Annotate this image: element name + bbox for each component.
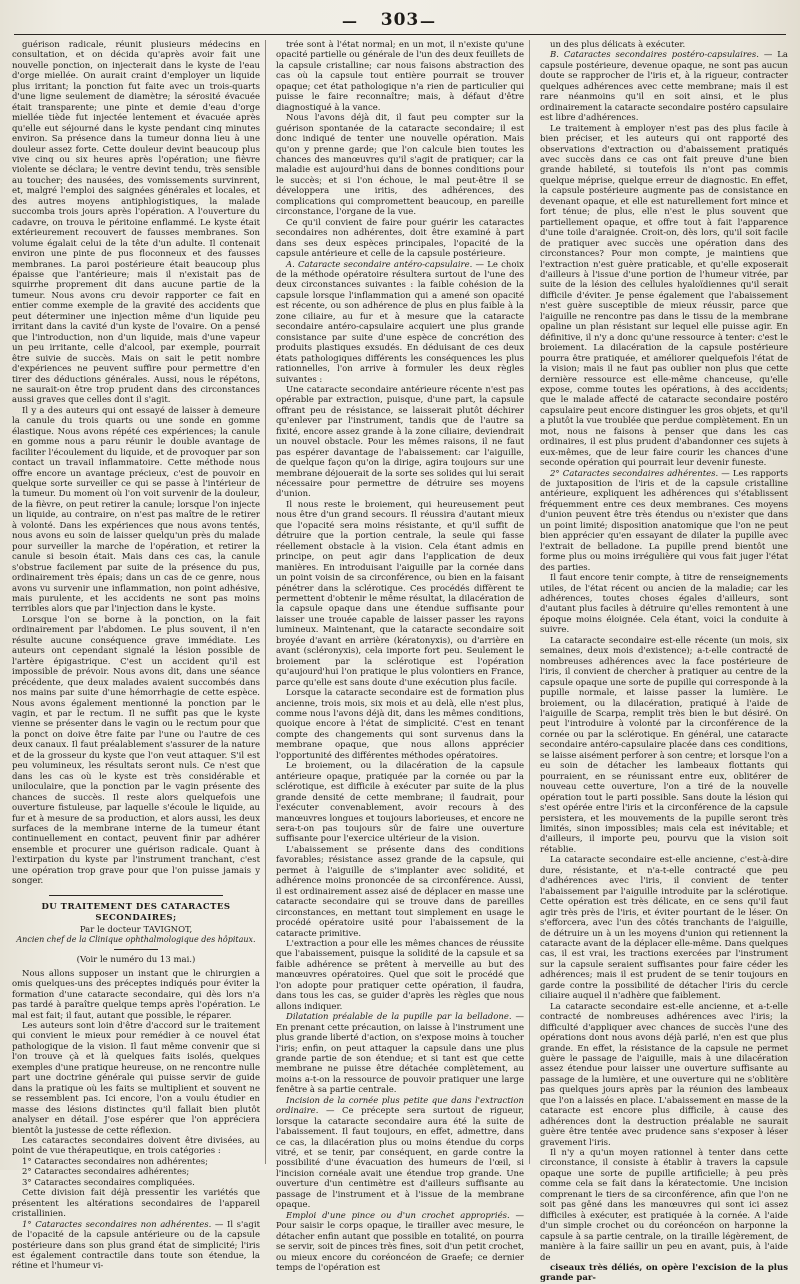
subsection-heading: Emploi d'une pince ou d'un crochet appropriés.: [286, 1210, 510, 1221]
text-columns: [12, 40, 788, 1284]
reference-note: (Voir le numéro du 13 mai.): [76, 955, 196, 966]
paragraph: [276, 260, 524, 385]
paragraph: Lorsque la cataracte secondaire est de formation plus ancienne, trois mois, six mois et au delà, elle n'est plus, comme nous l'avons déjà dit, dans les mêmes conditions, quoique encore à l'état de simplicité. C'est en tenant compte des changements qui sont survenus dans la membrane opaque, que nous allons apprécier l'opportunité des différentes méthodes opératoires.: [276, 688, 524, 761]
paragraph: [12, 1220, 260, 1272]
list-item: 2° Cataractes secondaires adhérentes;: [22, 1167, 190, 1178]
article-title: DU TRAITEMENT DES CATARACTES SECONDAIRES;: [41, 902, 231, 923]
paragraph: un des plus délicats à exécuter.: [550, 40, 686, 50]
paragraph: Il nous reste le broiement, qui heureusement peut nous être d'un grand secours. Il réussira d'autant mieux que l'opacité sera moins résistante, et qu'il suffit de détruire que la portion centrale, la seule qui fasse réellement obstacle à la vision. Cela étant admis en principe, on peut agir dans l'application de deux manières. En introduisant l'aiguille par la cornée dans un point voisin de sa circonférence, ou bien en la faisant pénétrer dans la sclérotique. Ces procédés diffèrent te permettent d'obtenir le même résultat, la dilacération de la capsule opaque dans une étendue suffisante pour laisser une trouée capable de laisser passer les rayons lumineux. Maintenant, que la cataracte secondaire soit broyée d'avant en arrière (kératonyxis), ou d'arrière en avant (scléronyxis), cela importe fort peu. Seulement le broiement par la sclérotique est l'opération qu'aujourd'hui l'on pratique le plus volontiers en France, parce qu'elle est sans doute d'une exécution plus facile.: [276, 499, 524, 688]
paragraph-text: — Les rapports de juxtaposition de l'iris et de la capsule cristalline antérieure, expliquent les adhérences qui s'établissent fréquemment entre ces deux membranes. Ces moyens d'union peuvent être très étendus ou n'exister que dans un point limité; disposition anatomique que l'on ne peut bien apprécier qu'en essayant de dilater la pupille avec l'extrait de belladone. La pupille prend bientôt une forme plus ou moins irrégulière qui vous fait juger l'état des parties.: [540, 468, 788, 573]
subsection-heading: B. Cataractes secondaires postéro-capsulaires.: [550, 50, 759, 61]
list-item: 1° Cataractes secondaires non adhérentes;: [22, 1156, 208, 1167]
paragraph: Nous l'avons déjà dit, il faut peu compter sur la guérison spontanée de la cataracte secondaire; il est donc indiqué de tenter une nouvelle opération. Mais qu'on y prenne garde; que l'on calcule bien toutes les chances des manœuvres qu'il s'agit de pratiquer; car la maladie est aujourd'hui dans de bonnes conditions pour le succès; et si l'on échoue, le mal peut-être il se développera une iritis, des adhérences, des complications qui compromettent beaucoup, en pareille circonstance, l'organe de la vue.: [276, 113, 524, 218]
paragraph-text: — Ce précepte sera surtout de rigueur, lorsque la cataracte secondaire aura été la suite de l'abaissement. Il faut toujours, en effet, admettre, dans ce cas, la dilacération plus ou moins étendue du corps vitré, et se tenir, par conséquent, en garde contre la possibilité d'une évacuation des humeurs de l'œil, si l'incision cornéale avait une étendue trop grande. Une ouverture d'un centimètre est d'ailleurs suffisante au passage de l'instrument et à l'issue de la membrane opaque.: [276, 1106, 524, 1211]
paragraph: [540, 469, 788, 574]
paragraph: Cette division fait déjà pressentir les variétés que présentent les altérations secondaires de l'appareil cristallinien.: [12, 1188, 260, 1220]
paragraph: Le broiement, ou la dilacération de la capsule antérieure opaque, pratiquée par la cornée ou par la sclérotique, est difficile à exécuter par suite de la plus grande densité de cette membrane; il faudrait, pour l'exécuter convenablement, avoir recours à des manœuvres longues et toujours laborieuses, et encore ne sera-t-on pas toujours sûr de faire une ouverture suffisante pour l'exercice ultérieur de la vision.: [276, 761, 524, 845]
paragraph: Lorsque l'on se borne à la ponction, on la fait ordinairement par l'abdomen. Le plus souvent, il n'en résulte aucune conséquence grave immédiate. Les auteurs ont cependant signalé la lésion possible de l'artère épigastrique. C'est un accident qu'il est impossible de prévoir. Nous avons dit, dans une séance précédente, que deux malades avaient succombés dans nos mains par suite d'une hémorrhagie de cette espèce. Nous avons également mentionné la ponction par le vagin, et par le rectum. Il ne suffit pas que le kyste vienne se présenter dans le vagin ou le rectum pour que la ponct on doive être faite par l'une ou l'autre de ces deux canaux. Il faut préalablement s'assurer de la nature et de la grosseur du kyste que l'on veut attaquer. S'il est peu volumineux, les résultats seront nuls. Ce n'est que dans les cas où le kyste est très considérable et uniloculaire, que la ponction par le vagin présente des chances de succès. Il reste alors quelquefois une ouverture fistuleuse, par laquelle s'écoule le liquide, au fur et à mesure de sa production, et alors aussi, les deux surfaces de la membrane interne de la tumeur étant continuellement en contact, peuvent finir par adhérer ensemble et procurer une guérison radicale. Quant à l'extirpation du kyste par l'instrument tranchant, c'est une opération trop grave pour que l'on puisse jamais y songer.: [12, 614, 260, 887]
author-affiliation: Ancien chef de la Clinique ophthalmologique des hôpitaux.: [16, 935, 256, 945]
paragraph: La cataracte secondaire est-elle récente (un mois, six semaines, deux mois d'existence); a-t-elle contracté de nombreuses adhérences avec la face postérieure de l'iris, il convient de chercher à pratiquer au centre de la capsule opaque une sorte de pupille qui corresponde à la pupille normale, et laisse passer la lumière. Le broiement, ou la dilacération, pratiqué à l'aide de l'aiguille de Scarpa, remplit très bien le but désiré. On peut l'introduire à volonté par la circonférence de la cornée ou par la sclérotique. En général, une cataracte secondaire antéro-capsulaire placée dans ces conditions, se laisse aisément perforer à son centre; et lorsque l'on a eu soin de détacher les lambeaux flottants qui pourraient, en se réunissant entre eux, oblitérer de nouveau cette ouverture, l'on a tiré de la nouvelle opération tout le parti possible. Sans doute la lésion qui s'est opérée entre l'iris et la circonférence de la capsule persistera, et les mouvements de la pupille seront très limités, sinon impossibles; mais cela est inévitable; et d'ailleurs, il importe peu, pourvu que la vision soit rétablie.: [540, 635, 788, 855]
byline-divider: [114, 949, 159, 950]
column-1: [12, 40, 266, 1272]
list-item: 3° Cataractes secondaires compliquées.: [22, 1177, 195, 1188]
paragraph-text: — Le choix de la méthode opératoire résultera surtout de l'une des deux circonstances suivantes : la faible cohésion de la capsule lorsque l'inflammation qui a amené son opacité est récente, ou son adhérence de plus en plus faible à la zone ciliaire, au fur et à mesure que la cataracte secondaire antéro-capsulaire acquiert une plus grande consistance par suite d'une espèce de concrétion des produits plastiques exsudés. En déduisant de ces deux états pathologiques différents les conséquences les plus rationnelles, l'on arrive à formuler les deux règles suivantes :: [276, 259, 524, 385]
paragraph: Ce qu'il convient de faire pour guérir les cataractes secondaires non adhérentes, doit être examiné à part dans ses deux espèces principales, l'opacité de la capsule antérieure et celle de la capsule postérieure.: [276, 217, 524, 260]
paragraph: L'extraction a pour elle les mêmes chances de réussite que l'abaissement, puisque la solidité de la capsule et sa faible adhérence se prêtent à merveille au but des manœuvres opératoires. Quel que soit le procédé que l'on adopte pour pratiquer cette opération, il faudra, dans tous les cas, se guider d'après les règles que nous allons indiquer.: [276, 938, 524, 1012]
paragraph: trée sont à l'état normal; en un mot, il n'existe qu'une opacité partielle ou générale de l'un des deux feuillets de la capsule cristalline; car nous faisons abstraction des cas où la capsule tout entière pourrait se trouver opaque; cet état pathologique n'a rien de particulier qui puisse le faire reconnaître; mais, à défaut d'être diagnostiqué à la vance.: [276, 40, 524, 113]
paragraph: [276, 1096, 524, 1211]
paragraph: guérison radicale, réunit plusieurs médecins en consultation, et on décida qu'après avoir fait une nouvelle ponction, on injecterait dans le kyste de l'eau d'orge miellée. On aurait craint d'employer un liquide plus irritant; la ponction fut faite avec un trois-quarts d'une ligne seulement de diamètre; la sérosité évacuée était transparente; une pinte et demie d'eau d'orge miellée tiède fut injectée lentement et évacuée après qu'elle eut séjourné dans le kyste pendant cinq minutes environ. Sa présence dans la tumeur donna lieu à une douleur assez forte. Cette douleur devint beaucoup plus vive cinq ou six heures après l'opération; une fièvre violente se déclara; le ventre devint tendu, très sensible au toucher; des nausées, des vomissements survinrent, et, malgré l'emploi des saignées générales et locales, et des autres moyens antiphlogistiques, la malade succomba trois jours après l'opération. A l'ouverture du cadavre, on trouva le péritoine enflammé. Le kyste était extérieurement recouvert de fausses membranes. Son volume égalait celui de la tête d'un adulte. Il contenait environ une pinte de pus floconneux et des fausses membranes. La paroi postérieure était beaucoup plus épaisse que l'antérieure; mais il n'existait pas de squirrhe proprement dit dans aucune partie de la tumeur. Nous avons cru devoir rapporter ce fait en entier comme exemple de la gravité des accidents que peut déterminer une injection même d'un liquide peu irritant dans la cavité d'un kyste de l'ovaire. On a pensé que l'introduction, non d'un liquide, mais d'une vapeur un peu irritante, celle d'alcool, par exemple, pourrait être suivie de succès. Mais on sait le petit nombre d'expériences ne peuvent suffire pour permettre d'en tirer des déductions générales. Aussi, nous le répétons, ne saurait-on être trop prudent dans des circonstances aussi graves que celles dont il s'agit.: [12, 40, 260, 406]
paragraph: Nous allons supposer un instant que le chirurgien a omis quelques-uns des préceptes indiqués pour éviter la formation d'une cataracte secondaire, qui dès lors n'a pas tardé à paraître quelque temps après l'opération. Le mal est fait; il faut, autant que possible, le réparer.: [12, 968, 260, 1021]
final-line: ciseaux très déliés, on opère l'excision de la plus grande par-: [540, 1263, 788, 1284]
page-header: [14, 10, 786, 35]
page-number: 303: [380, 10, 420, 30]
subsection-heading: 1° Cataractes secondaires non adhérentes.: [22, 1219, 212, 1230]
paragraph-text: — Il s'agit de l'opacité de la capsule antérieure ou de la capsule postérieure dans son plus grand état de simplicité; l'iris est également contractile dans toute son étendue, la rétine et l'humeur vi-: [12, 1219, 260, 1272]
subsection-heading: A. Cataracte secondaire antéro-capsulaire.: [286, 259, 473, 270]
paragraph: Il faut encore tenir compte, à titre de renseignements utiles, de l'état récent ou ancien de la maladie; car les adhérences, toutes choses égales d'ailleurs, sont d'autant plus faciles à détruire qu'elles remontent à une époque moins éloignée. Cela étant, voici la conduite à suivre.: [540, 573, 788, 636]
paragraph: [540, 50, 788, 123]
paragraph: [276, 1012, 524, 1096]
paragraph: Il y a des auteurs qui ont essayé de laisser à demeure la canule du trois quarts ou une sonde en gomme élastique. Nous avons répété ces expériences; la canule en gomme nous a paru réunir le double avantage de faciliter l'écoulement du liquide, et de provoquer par son contact un travail inflammatoire. Cette méthode nous offre encore un avantage précieux, c'est de pouvoir en quelque sorte surveiller ce qui se passe à l'intérieur de la tumeur. Du moment où l'on voit survenir de la douleur, de la fièvre, on peut retirer la canule; lorsque l'on injecte un liquide, au contraire, on n'est pas maître de le retirer à volonté. Dans les expériences que nous avons tentés, nous avons eu soin de laisser quelqu'un près du malade pour surveiller la marche de l'opération, et retirer la canule si besoin était. Mais dans ces cas, la canule s'obstrue facilement par suite de la présence du pus, ordinairement très épais; dans un cas de ce genre, nous avons vu survenir une inflammation, non point adhésive, mais purulente, et les accidents ne sont pas moins terribles alors que par l'injection dans le kyste.: [12, 405, 260, 615]
subsection-heading: 2° Cataractes secondaires adhérentes.: [550, 468, 719, 479]
header-dash-right: —: [420, 12, 435, 30]
paragraph-text: — Pour saisir le corps opaque, le tirailler avec mesure, le détacher enfin autant que possible en totalité, on pourra se servir, soit de pinces très fines, soit d'un petit crochet, ou mieux encore du coréoncéon de Graefe; ce dernier temps de l'opération est: [276, 1210, 524, 1274]
column-3: [540, 40, 788, 1284]
paragraph: La cataracte secondaire est-elle ancienne, et a-t-elle contracté de nombreuses adhérences avec l'iris; la difficulté d'appliquer avec chances de succès l'une des opérations dont nous avons déjà parlé, n'en est que plus grande. En effet, la résistance de la capsule ne permet guère le passage de l'aiguille, mais à une dilacération assez étendue pour laisser une ouverture suffisante au passage de la lumière, et une ouverture qui ne s'oblitère pas quelques jours après par la réunion des lambeaux que l'on a laissés en place. L'abaissement en masse de la cataracte est encore plus difficile, à cause des adhérences dont la destruction préalable ne saurait guère être tentée avec prudence sans s'exposer à léser gravement l'iris.: [540, 1001, 788, 1148]
subsection-heading: Dilatation préalable de la pupille par la belladone.: [286, 1012, 512, 1023]
paragraph: L'abaissement se présente dans des conditions favorables; résistance assez grande de la capsule, qui permet à l'aiguille de s'implanter avec solidité, et adhérence moins prononcée de sa circonférence. Aussi, il est ordinairement assez aisé de déplacer en masse une cataracte secondaire qui se trouve dans de pareilles circonstances, en mettant tout simplement en usage le procédé opératoire usité pour l'abaissement de la cataracte primitive.: [276, 844, 524, 939]
paragraph-text: — En prenant cette précaution, on laisse à l'instrument une plus grande liberté d'action, on s'expose moins à toucher l'iris; enfin, on peut attaquer la capsule dans une plus grande partie de son étendue; et si tant est que cette membrane ne puisse être détachée complètement, au moins a-t-on la ressource de pouvoir pratiquer une large fenêtre à sa partie centrale.: [276, 1012, 524, 1096]
paragraph: Les auteurs sont loin d'être d'accord sur le traitement qui convient le mieux pour remédier à ce nouvel état pathologique de la vision. Il faut même convenir que si l'on trouve çà et là quelques faits isolés, quelques exemples d'une pratique heureuse, on ne rencontre nulle part une doctrine générale qui puisse servir de guide dans la pratique où les faits se multiplient et souvent ne se ressemblent pas. Ici encore, l'on a voulu étudier en masse des lésions distinctes qu'il fallait bien plutôt analyser en détail. J'ose espérer que l'on appréciera bientôt la justesse de cette réflexion.: [12, 1021, 260, 1136]
paragraph: Une cataracte secondaire antérieure récente n'est pas opérable par extraction, puisque, d'une part, la capsule offrant peu de résistance, se laisserait plutôt déchirer qu'enlever par l'instrument, tandis que de l'autre sa fixité, encore assez grande à la zone ciliaire, deviendrait un nouvel obstacle. Pour les mêmes raisons, il ne faut pas espérer davantage de l'abaissement: car l'aiguille, de quelque façon qu'on la dirige, agira toujours sur une membrane déjouerait de la sorte ses solides qui lui serait nécessaire pour permettre de détruire ses moyens d'union.: [276, 384, 524, 500]
column-2: [276, 40, 530, 1274]
paragraph: Le traitement à employer n'est pas des plus facile à bien préciser, et les auteurs qui ont rapporté des observations d'extraction ou d'abaissement pratiqués avec succès dans ce cas ont fait preuve d'une bien grande habileté, si toutefois ils n'ont pas commis quelque méprise, quelque erreur de diagnostic. En effet, la capsule postérieure augmente pas de consistance en devenant opaque, et elle est naturellement fort mince et fort ténue; de plus, elle n'est le plus souvent que partiellement opaque, et offre tout à fait l'apparence d'une toile d'araignée. Croit-on, dès lors, qu'il soit facile de pratiquer avec succès une opération dans des circonstances? Pour mon compte, je maintiens que l'extraction n'est guère praticable, et qu'elle exposerait d'ailleurs à l'issue d'une portion de l'humeur vitrée, par suite de la lésion des cellules hyaloïdiennes qu'il serait difficile d'éviter. Je pense également que l'abaissement n'est guère susceptible de mieux réussir, parce que l'aiguille ne rencontre pas dans le tissu de la membrane opaline un plan résistant sur lequel elle puisse agir. En définitive, il n'y a donc qu'une ressource à tenter: c'est le broiement. La dilacération de la capsule postérieure pourra être pratiquée, et améliorer quelquefois l'état de la vision; mais il ne faut pas oublier non plus que cette dernière ressource est elle-même chanceuse, qu'elle expose, comme toutes les opérations, à des accidents; que le malade affecté de cataracte secondaire postéro capsulaire peut encore distinguer les gros objets, et qu'il a plutôt la vue troublée que perdue complètement. En un mot, nous ne faisons à penser que dans les cas ordinaires, il est plus prudent d'abandonner ces sujets à eux-mêmes, que de leur faire courir les chances d'une seconde opération qui pourrait leur devenir funeste.: [540, 123, 788, 469]
header-dash-left: —: [342, 12, 357, 30]
paragraph: [276, 1211, 524, 1274]
article-byline: Par le docteur TAVIGNOT,: [79, 925, 193, 935]
subsection-heading: Incision de la cornée plus petite que dans l'extraction ordinaire.: [276, 1095, 524, 1117]
section-divider: [49, 895, 223, 896]
paragraph: La cataracte secondaire est-elle ancienne, c'est-à-dire dure, résistante, et n'a-t-elle contracté que peu d'adhérences avec l'iris, il convient de tenter l'abaissement par l'aiguille introduite par la sclérotique. Cette opération est très délicate, en ce sens qu'il faut agir très près de l'iris, et éviter pourtant de le léser. On s'efforcera, avec l'un des côtés tranchants de l'aiguille, de détruire un à un les moyens d'union qui retiennent la cataracte avant de la déplacer elle-même. Dans quelques cas, il est vrai, les tractions exercées par l'instrument sur la capsule seraient suffisantes pour faire céder les adhérences; mais il est prudent de se tenir toujours en garde contre la possibilité de détacher l'iris du cercle ciliaire auquel il n'adhère que faiblement.: [540, 855, 788, 1002]
paragraph-text: — La capsule postérieure, devenue opaque, ne sont pas aucun doute se rapprocher de l'iris et, à la rigueur, contracter quelques adhérences avec cette membrane; mais il est rare néanmoins qu'il en soit ainsi, et le plus ordinairement la cataracte secondaire postéro capsulaire est libre d'adhérences.: [540, 50, 788, 124]
paragraph: Les cataractes secondaires doivent être divisées, au point de vue thérapeutique, en trois catégories :: [12, 1136, 260, 1157]
paragraph: Il n'y a qu'un moyen rationnel à tenter dans cette circonstance, il consiste à établir à travers la capsule opaque une sorte de pupille artificielle; à peu près comme cela se fait dans la kératectomie. Une incision comprenant le tiers de sa circonférence, afin que l'on ne soit pas gêné dans les manœuvres qui sont ici assez difficiles à exécuter, est pratiquée à la cornée. A l'aide d'un simple crochet ou du coréoncéon on harponne la capsule à sa partie centrale, on la tiraille légèrement, de manière à la faire saillir un peu en avant, puis, à l'aide de: [540, 1148, 788, 1263]
